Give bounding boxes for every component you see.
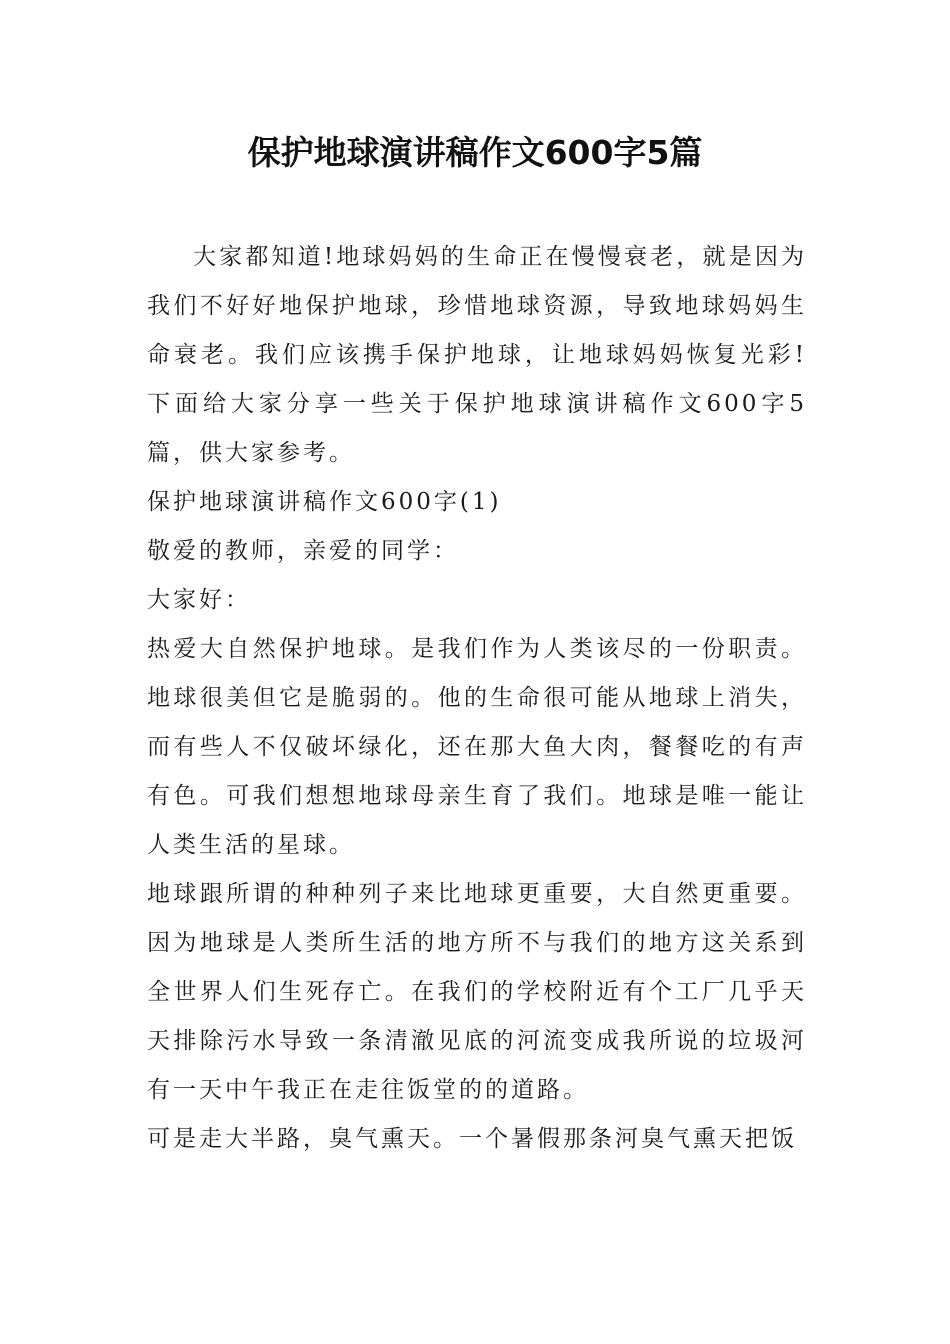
body-paragraph: 地球跟所谓的种种列子来比地球更重要，大自然更重要。因为地球是人类所生活的地方所不与我们的地方这关系到全世界人们生死存亡。在我们的学校附近有个工厂几乎天天排除污水导致一条清澈见底的河流变成我所说的垃圾河有一天中午我正在走往饭堂的的道路。 — [147, 881, 807, 1103]
document-title: 保护地球演讲稿作文600字5篇 — [247, 133, 703, 172]
greeting: 大家好： — [147, 587, 251, 613]
salutation: 敬爱的教师，亲爱的同学： — [147, 538, 459, 564]
document-body — [147, 233, 807, 1164]
section-heading: 保护地球演讲稿作文600字(1) — [147, 489, 502, 515]
body-paragraph: 可是走大半路，臭气熏天。一个暑假那条河臭气熏天把饭 — [147, 1126, 797, 1152]
body-paragraph: 热爱大自然保护地球。是我们作为人类该尽的一份职责。地球很美但它是脆弱的。他的生命很可能从地球上消失，而有些人不仅破坏绿化，还在那大鱼大肉，餐餐吃的有声有色。可我们想想地球母亲生育了我们。地球是唯一能让人类生活的星球。 — [147, 636, 807, 858]
intro-paragraph: 大家都知道!地球妈妈的生命正在慢慢衰老，就是因为我们不好好地保护地球，珍惜地球资源，导致地球妈妈生命衰老。我们应该携手保护地球，让地球妈妈恢复光彩!下面给大家分享一些关于保护地球演讲稿作文600字5篇，供大家参考。 — [147, 244, 807, 466]
